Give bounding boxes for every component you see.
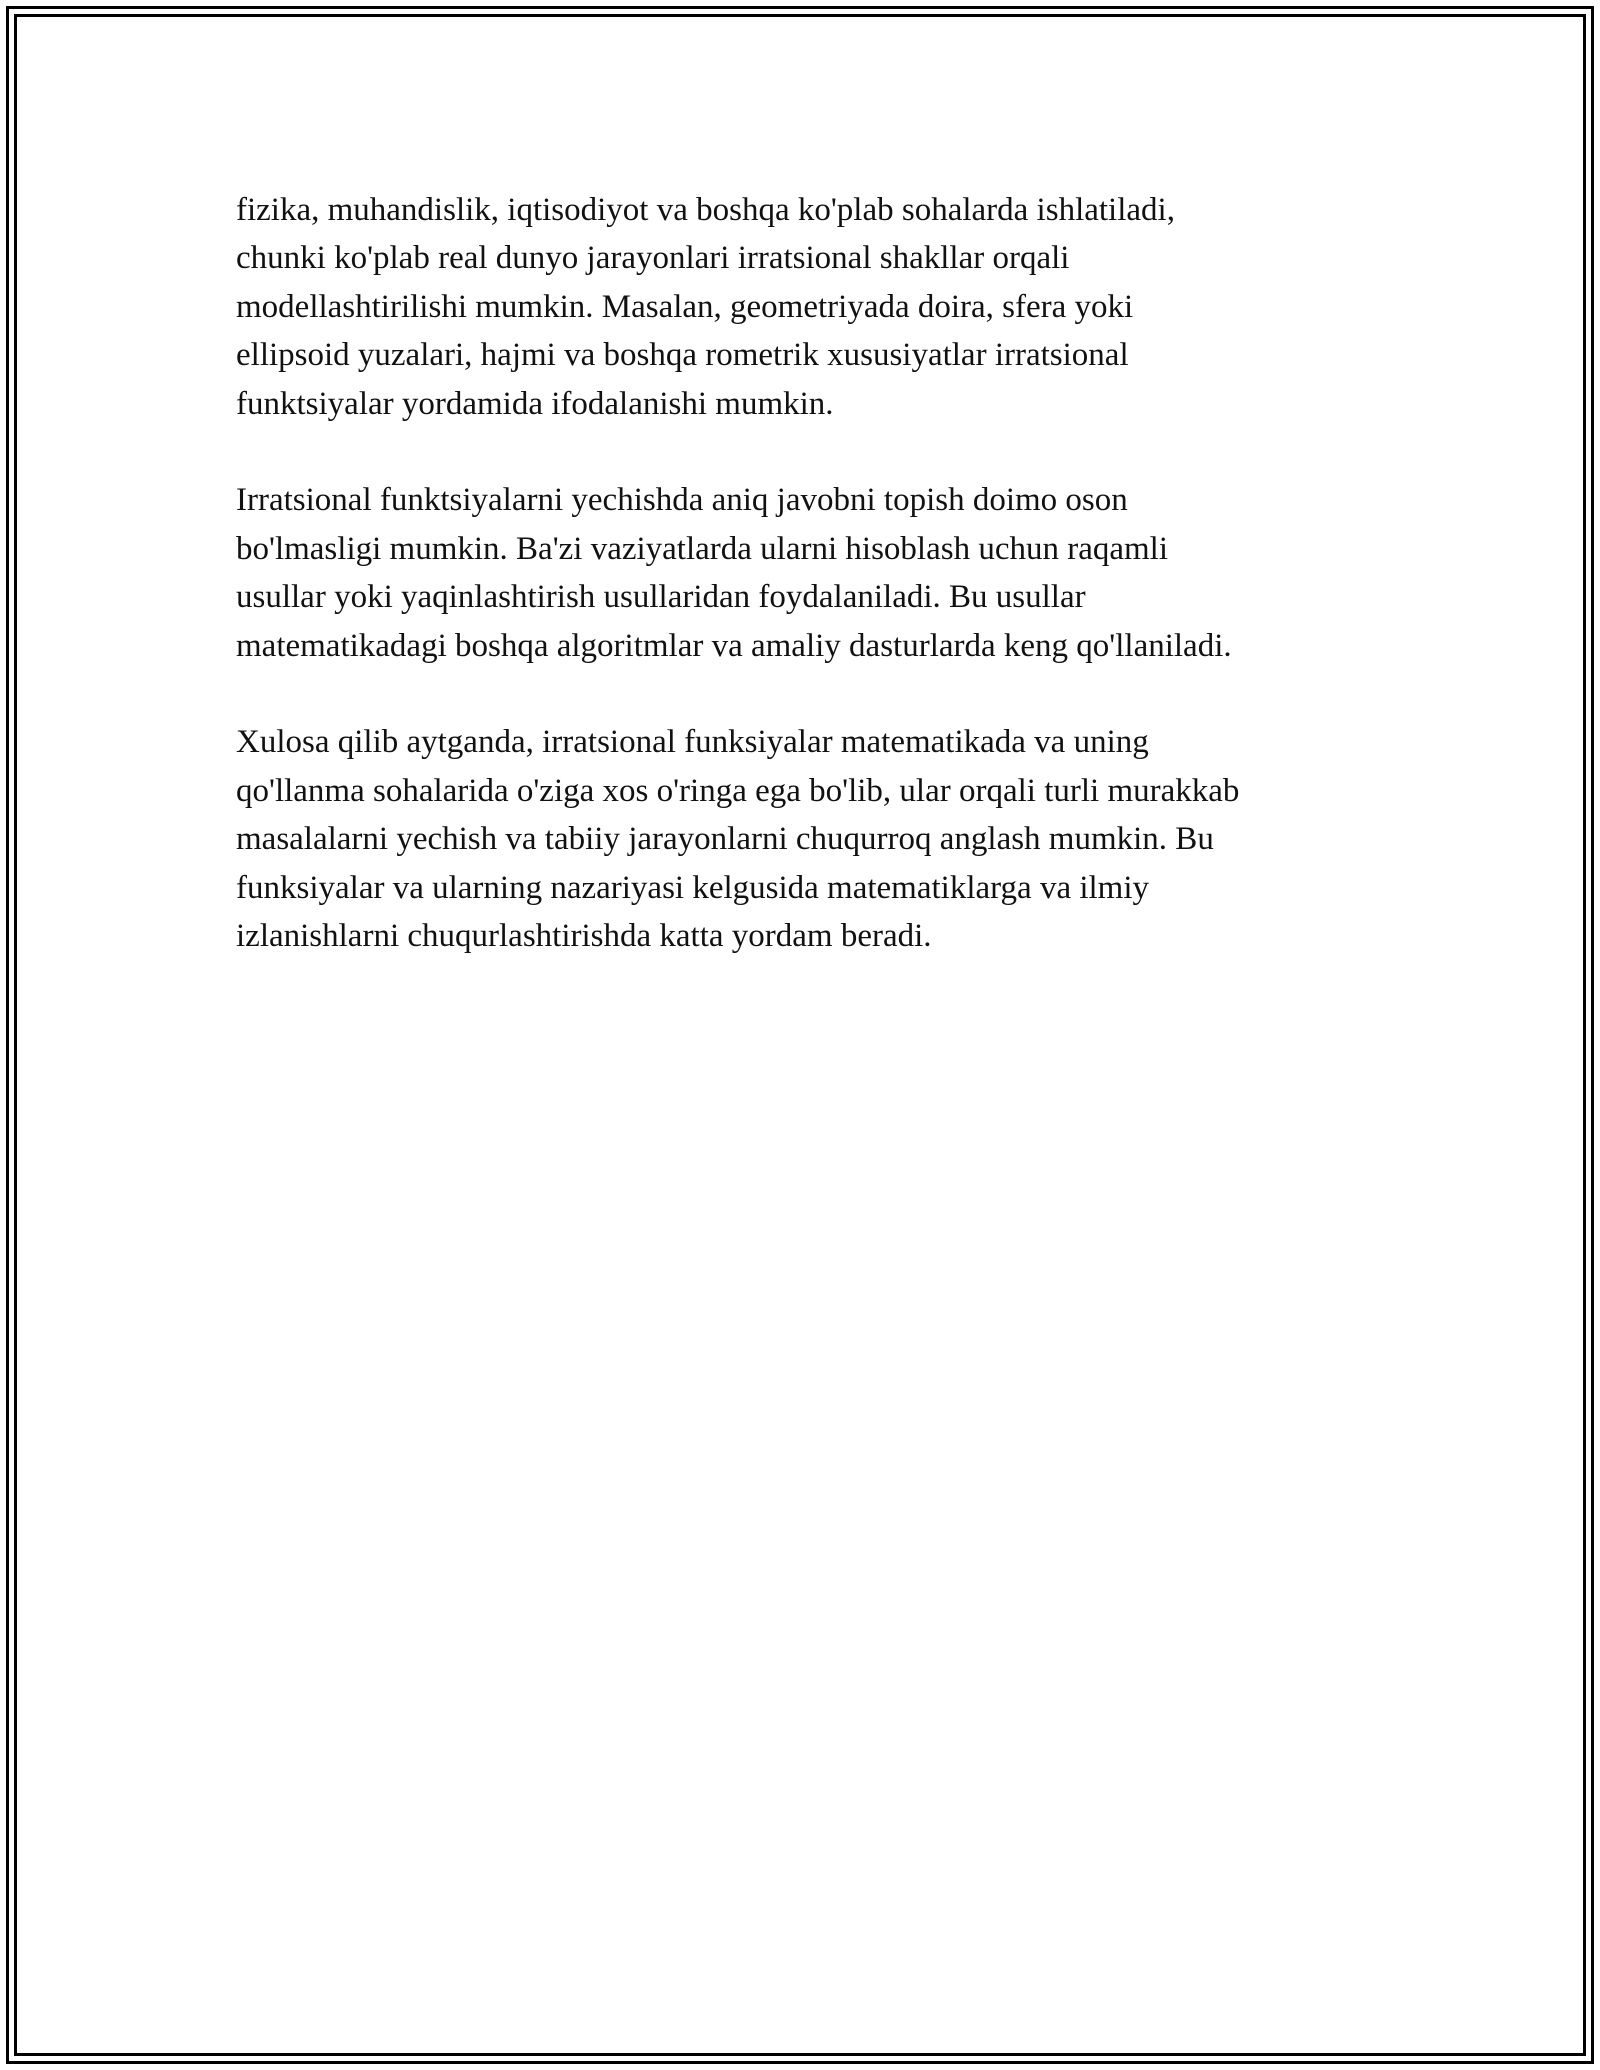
document-body (236, 186, 1366, 1009)
paragraph-2: Irratsional funktsiyalarni yechishda aniq javobni topish doimo oson bo'lmasligi mumkin. Ba'zi vaziyatlarda ularni hisoblash uchun raqamli usullar yoki yaqinlashtirish usullaridan foydalaniladi. Bu usullar matematikadagi boshqa algoritmlar va amaliy dasturlarda keng qo'llaniladi. (236, 482, 1232, 664)
paragraph-1: fizika, muhandislik, iqtisodiyot va boshqa ko'plab sohalarda ishlatiladi, chunki ko'plab real dunyo jarayonlari irratsional shakllar orqali modellashtirilishi mumkin. Masalan, geometriyada doira, sfera yoki ellipsoid yuzalari, hajmi va boshqa rometrik xususiyatlar irratsional funktsiyalar yordamida ifodalanishi mumkin. (236, 192, 1175, 422)
paragraph-3: Xulosa qilib aytganda, irratsional funksiyalar matematikada va uning qo'llanma sohalarida o'ziga xos o'ringa ega bo'lib, ular orqali turli murakkab masalalarni yechish va tabiiy jarayonlarni chuqurroq anglash mumkin. Bu funksiyalar va ularning nazariyasi kelgusida matematiklarga va ilmiy izlanishlarni chuqurlashtirishda katta yordam beradi. (236, 724, 1240, 955)
